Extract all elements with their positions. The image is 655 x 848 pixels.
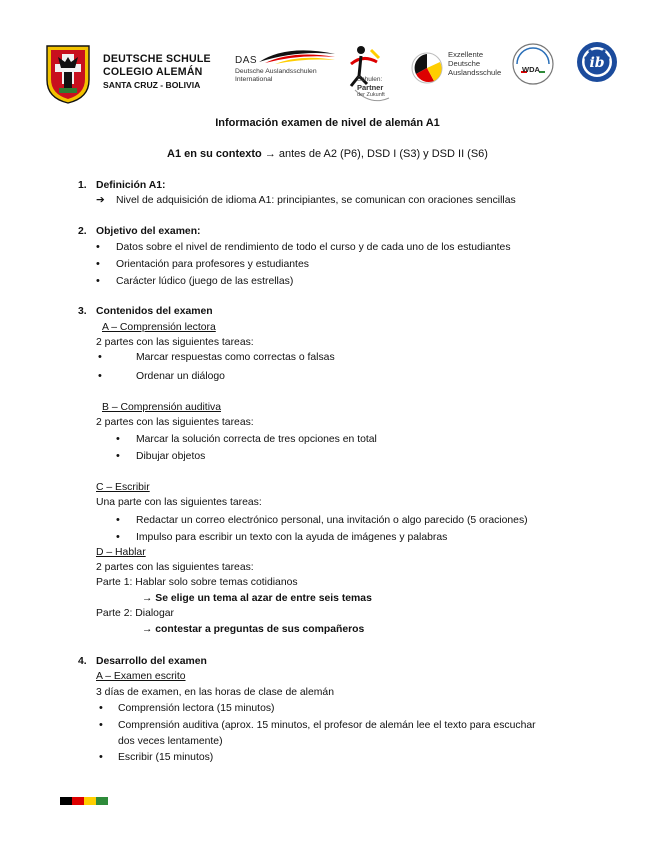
speaking-part-2: Parte 2: Dialogar bbox=[96, 608, 174, 619]
bullet-icon: • bbox=[116, 514, 120, 526]
speaking-part-2-note-text: contestar a preguntas de sus compañeros bbox=[155, 624, 365, 635]
subsection-a-intro: 2 partes con las siguientes tareas: bbox=[96, 337, 254, 348]
subsection-b-heading: B – Comprensión auditiva bbox=[102, 402, 221, 413]
school-name-line2: COLEGIO ALEMÁN bbox=[103, 66, 203, 78]
bullet-icon: • bbox=[99, 751, 103, 763]
arrow-icon: → bbox=[142, 593, 153, 604]
bullet-icon: • bbox=[99, 719, 103, 731]
list-item-continuation: dos veces lentamente) bbox=[118, 736, 223, 747]
wda-logo-icon bbox=[511, 42, 555, 86]
color-bar-black bbox=[60, 797, 72, 805]
footer-color-bar bbox=[60, 797, 108, 805]
list-item: Orientación para profesores y estudiantes bbox=[116, 259, 309, 270]
list-item: Datos sobre el nivel de rendimiento de todo el curso y de cada uno de los estudiantes bbox=[116, 242, 511, 253]
pasch-partner-logo bbox=[341, 42, 403, 106]
bullet-icon: • bbox=[116, 450, 120, 462]
excellent-line3: Auslandsschule bbox=[448, 68, 502, 77]
partner-line1: Schulen: bbox=[357, 76, 383, 83]
bullet-icon: • bbox=[99, 702, 103, 714]
color-bar-gold bbox=[84, 797, 96, 805]
subtitle-bold: A1 en su contexto bbox=[167, 148, 262, 160]
subsection-4a-heading: A – Examen escrito bbox=[96, 671, 186, 682]
list-item: Ordenar un diálogo bbox=[136, 371, 225, 382]
page-subtitle bbox=[0, 147, 655, 161]
list-item: Dibujar objetos bbox=[136, 451, 206, 462]
partner-line2: Partner bbox=[357, 82, 384, 92]
subsection-4a-intro: 3 días de examen, en las horas de clase de alemán bbox=[96, 687, 334, 698]
bullet-icon: • bbox=[116, 531, 120, 543]
list-item: Redactar un correo electrónico personal, una invitación o algo parecido (5 oraciones) bbox=[136, 515, 528, 526]
page-title: Información examen de nivel de alemán A1 bbox=[215, 117, 440, 129]
section-4-heading: Desarrollo del examen bbox=[96, 656, 207, 667]
das-subtitle-line2: International bbox=[235, 76, 273, 83]
section-2-number: 2. bbox=[78, 226, 87, 237]
school-name-line3: SANTA CRUZ - BOLIVIA bbox=[103, 80, 201, 90]
das-title: DAS bbox=[235, 55, 258, 66]
subtitle-arrow-icon: → bbox=[264, 148, 276, 160]
section-4-number: 4. bbox=[78, 656, 87, 667]
color-bar-green bbox=[96, 797, 108, 805]
excellent-line2: Deutsche bbox=[448, 59, 481, 68]
partner-line3: der Zukunft bbox=[357, 92, 385, 98]
subsection-d-intro: 2 partes con las siguientes tareas: bbox=[96, 562, 254, 573]
excellent-text bbox=[448, 50, 501, 77]
list-item: Comprensión auditiva (aprox. 15 minutos, el profesor de alemán lee el texto para escuchar bbox=[118, 720, 536, 731]
arrow-icon: → bbox=[142, 624, 153, 635]
bullet-icon: • bbox=[96, 275, 100, 287]
excellent-line1: Exzellente bbox=[448, 50, 484, 59]
subtitle-rest: antes de A2 (P6), DSD I (S3) y DSD II (S6) bbox=[278, 148, 488, 160]
subsection-d-heading: D – Hablar bbox=[96, 547, 146, 558]
partner-text bbox=[357, 76, 385, 100]
subsection-b-intro: 2 partes con las siguientes tareas: bbox=[96, 417, 254, 428]
das-logo bbox=[235, 50, 345, 90]
school-name-line1: DEUTSCHE SCHULE bbox=[103, 53, 211, 65]
speaking-part-1: Parte 1: Hablar solo sobre temas cotidianos bbox=[96, 577, 298, 588]
speaking-part-2-note bbox=[142, 623, 364, 637]
section-3-number: 3. bbox=[78, 306, 87, 317]
section-1-heading: Definición A1: bbox=[96, 180, 166, 191]
list-item: Comprensión lectora (15 minutos) bbox=[118, 703, 275, 714]
excellent-school-logo bbox=[410, 46, 515, 94]
subsection-c-heading: C – Escribir bbox=[96, 482, 150, 493]
school-name bbox=[103, 53, 211, 91]
school-crest-icon bbox=[45, 44, 91, 104]
section-3-heading: Contenidos del examen bbox=[96, 306, 213, 317]
list-item: Impulso para escribir un texto con la ayuda de imágenes y palabras bbox=[136, 532, 448, 543]
arrow-icon: ➔ bbox=[96, 195, 105, 206]
bullet-icon: • bbox=[96, 241, 100, 253]
section-2-heading: Objetivo del examen: bbox=[96, 226, 201, 237]
bullet-icon: • bbox=[98, 370, 102, 382]
subsection-c-intro: Una parte con las siguientes tareas: bbox=[96, 497, 262, 508]
bullet-icon: • bbox=[98, 351, 102, 363]
bullet-icon: • bbox=[116, 433, 120, 445]
list-item: Marcar respuestas como correctas o falsas bbox=[136, 352, 335, 363]
ib-logo-icon bbox=[575, 40, 619, 84]
color-bar-red bbox=[72, 797, 84, 805]
das-swoosh-icon bbox=[257, 48, 337, 64]
bullet-icon: • bbox=[96, 258, 100, 270]
das-subtitle bbox=[235, 68, 317, 84]
ib-label: ib bbox=[589, 55, 605, 71]
subsection-a-heading: A – Comprensión lectora bbox=[102, 322, 216, 333]
list-item: Carácter lúdico (juego de las estrellas) bbox=[116, 276, 294, 287]
speaking-part-1-note-text: Se elige un tema al azar de entre seis temas bbox=[155, 593, 372, 604]
das-subtitle-line1: Deutsche Auslandsschulen bbox=[235, 68, 317, 75]
letterhead bbox=[45, 40, 620, 112]
list-item: Escribir (15 minutos) bbox=[118, 752, 214, 763]
speaking-part-1-note bbox=[142, 592, 372, 606]
section-1-number: 1. bbox=[78, 180, 87, 191]
wda-label: WDA bbox=[522, 65, 540, 74]
excellent-seal-icon bbox=[410, 48, 444, 88]
section-1-text: Nivel de adquisición de idioma A1: principiantes, se comunican con oraciones sencillas bbox=[116, 195, 516, 206]
list-item: Marcar la solución correcta de tres opciones en total bbox=[136, 434, 377, 445]
